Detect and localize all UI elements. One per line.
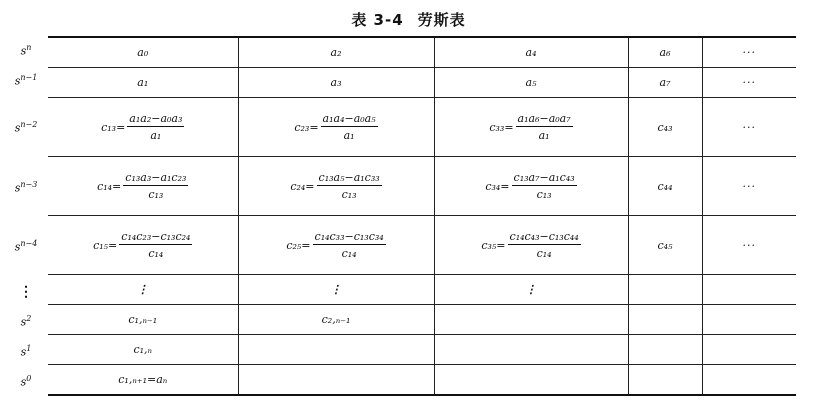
row-label-sn: $s^n$ [20,43,32,58]
formula-lhs: c₂₄= [290,179,315,193]
table-cell: c₄₅ [628,216,702,275]
numerator: c₁₄c₃₃−c₁₃c₃₄ [314,230,384,243]
denominator: a₁ [538,129,550,142]
table-row [48,157,796,216]
table-cell: ⋮ [48,275,238,305]
table-cell [48,157,238,216]
table-cell: ··· [702,98,796,157]
fraction [313,230,386,260]
numerator: a₁a₄−a₀a₅ [322,112,376,125]
table-cell [702,365,796,396]
table-cell [628,335,702,365]
denominator: a₁ [343,129,355,142]
table-cell [628,275,702,305]
table-cell: a₄ [434,37,628,68]
table-cell: a₇ [628,68,702,98]
table-row [48,365,796,396]
table-cell [434,98,628,157]
fraction [516,112,573,142]
table-cell: a₂ [238,37,434,68]
table-cell: c₂,ₙ₋₁ [238,305,434,335]
table-cell [434,305,628,335]
table-cell [702,335,796,365]
table-caption [0,9,817,30]
row-label-ellipsis: ⋮ [19,284,33,300]
fraction [119,230,192,260]
table-cell [434,216,628,275]
denominator: c₁₄ [341,247,357,260]
numerator: c₁₃a₅−a₁c₃₃ [318,171,380,184]
row-label-s1: $s^1$ [20,344,32,359]
row-labels [0,0,48,410]
table-cell [48,98,238,157]
row-label-sn-2: $s^{n-2}$ [14,120,38,135]
table-cell: a₅ [434,68,628,98]
table-cell [238,98,434,157]
table-cell: a₆ [628,37,702,68]
table-cell: ⋮ [238,275,434,305]
table-row [48,68,796,98]
table-cell [628,365,702,396]
fraction [127,112,184,142]
table-cell: c₄₃ [628,98,702,157]
table-cell: ··· [702,216,796,275]
formula-lhs: c₁₅= [93,238,118,252]
table-cell [702,275,796,305]
table-cell [702,305,796,335]
table-cell: a₃ [238,68,434,98]
formula-lhs: c₁₃= [101,120,126,134]
numerator: c₁₃a₇−a₁c₄₃ [513,171,575,184]
row-label-s2: $s^2$ [20,314,32,329]
table-number: 表 3-4 [351,11,404,29]
denominator: c₁₃ [341,188,357,201]
formula-lhs: c₃₃= [489,120,514,134]
table-row [48,216,796,275]
denominator: a₁ [150,129,162,142]
formula-lhs: c₂₃= [294,120,319,134]
table-cell [434,365,628,396]
fraction [508,230,581,260]
denominator: c₁₄ [148,247,164,260]
table-cell [238,157,434,216]
numerator: c₁₄c₂₃−c₁₃c₂₄ [121,230,191,243]
table-cell: a₁ [48,68,238,98]
denominator: c₁₃ [148,188,164,201]
fraction [321,112,378,142]
table-row [48,98,796,157]
fraction [512,171,577,201]
numerator: a₁a₂−a₀a₃ [129,112,183,125]
table-cell [434,335,628,365]
table-cell [628,305,702,335]
table-title: 劳斯表 [417,11,466,29]
numerator: c₁₄c₄₃−c₁₃c₄₄ [509,230,579,243]
table-cell: c₁,ₙ₋₁ [48,305,238,335]
table-cell: c₁,ₙ [48,335,238,365]
table-row [48,305,796,335]
table-cell: ··· [702,68,796,98]
table-cell [238,365,434,396]
formula-lhs: c₃₄= [485,179,510,193]
table-row [48,275,796,305]
table-cell: c₁,ₙ₊₁=aₙ [48,365,238,396]
table-cell [238,216,434,275]
fraction [123,171,188,201]
denominator: c₁₄ [536,247,552,260]
numerator: a₁a₆−a₀a₇ [517,112,571,125]
formula-lhs: c₃₅= [481,238,506,252]
table-cell: ⋮ [434,275,628,305]
table-row [48,335,796,365]
formula-lhs: c₁₄= [97,179,122,193]
row-label-sn-3: $s^{n-3}$ [14,180,38,195]
denominator: c₁₃ [536,188,552,201]
routh-table [48,36,796,396]
row-label-s0: $s^0$ [20,374,32,389]
table-cell [238,335,434,365]
formula-lhs: c₂₅= [286,238,311,252]
fraction [317,171,382,201]
table-cell [434,157,628,216]
table-row [48,37,796,68]
table-cell: c₄₄ [628,157,702,216]
table-cell [48,216,238,275]
table-cell: ··· [702,157,796,216]
table-cell: a₀ [48,37,238,68]
row-label-sn-1: $s^{n-1}$ [14,73,38,88]
numerator: c₁₃a₃−a₁c₂₃ [125,171,187,184]
table-cell: ··· [702,37,796,68]
row-label-sn-4: $s^{n-4}$ [14,239,38,254]
